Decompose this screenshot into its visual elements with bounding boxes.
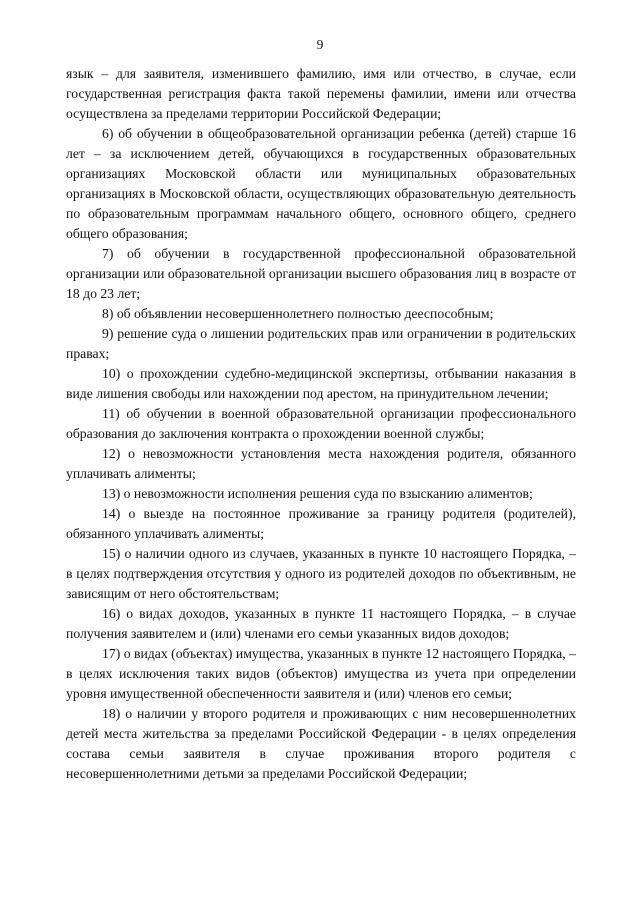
list-item-15: 15) о наличии одного из случаев, указанных в пункте 10 настоящего Порядка, – в целях подтверждения отсутствия у одного из родителей доходов по объективным, не зависящим от него обстоятельствам; (66, 546, 576, 601)
list-item-17: 17) о видах (объектах) имущества, указанных в пункте 12 настоящего Порядка, – в целях исключения таких видов (объектов) имущества из учета при определении уровня имущественной обеспеченности заявителя и (или) членов его семьи; (66, 646, 576, 701)
list-item-6: 6) об обучении в общеобразовательной организации ребенка (детей) старше 16 лет – за исключением детей, обучающихся в государственных образовательных организациях Московской области или муниципальных образовательных организациях в Московской области, осуществляющих образовательную деятельность по образовательным программам начального общего, основного общего, среднего общего образования; (66, 126, 576, 241)
document-body (66, 64, 576, 784)
page-number: 9 (316, 37, 324, 52)
list-item-9: 9) решение суда о лишении родительских прав или ограничении в родительских правах; (66, 326, 576, 361)
list-item-10: 10) о прохождении судебно-медицинской экспертизы, отбывании наказания в виде лишения свободы или нахождении под арестом, на принудительном лечении; (66, 366, 576, 401)
list-item-16: 16) о видах доходов, указанных в пункте 11 настоящего Порядка, – в случае получения заявителем и (или) членами его семьи указанных видов доходов; (66, 606, 576, 641)
list-item-11: 11) об обучении в военной образовательной организации профессионального образования до заключения контракта о прохождении военной службы; (66, 406, 576, 441)
list-item-8: 8) об объявлении несовершеннолетнего полностью дееспособным; (102, 306, 494, 321)
list-item-7: 7) об обучении в государственной профессиональной образовательной организации или образовательной организации высшего образования лиц в возрасте от 18 до 23 лет; (66, 246, 576, 301)
list-item-12: 12) о невозможности установления места нахождения родителя, обязанного уплачивать алименты; (66, 446, 576, 481)
list-item-13: 13) о невозможности исполнения решения суда по взысканию алиментов; (102, 486, 533, 501)
list-item-14: 14) о выезде на постоянное проживание за границу родителя (родителей), обязанного уплачивать алименты; (66, 506, 576, 541)
paragraph-continuation: язык – для заявителя, изменившего фамилию, имя или отчество, в случае, если государственная регистрация факта такой перемены фамилии, имени или отчества осуществлена за пределами территории Российской Федерации; (66, 66, 576, 121)
list-item-18: 18) о наличии у второго родителя и проживающих с ним несовершеннолетних детей места жительства за пределами Российской Федерации - в целях определения состава семьи заявителя в случае проживания второго родителя с несовершеннолетними детьми за пределами Российской Федерации; (66, 706, 576, 781)
